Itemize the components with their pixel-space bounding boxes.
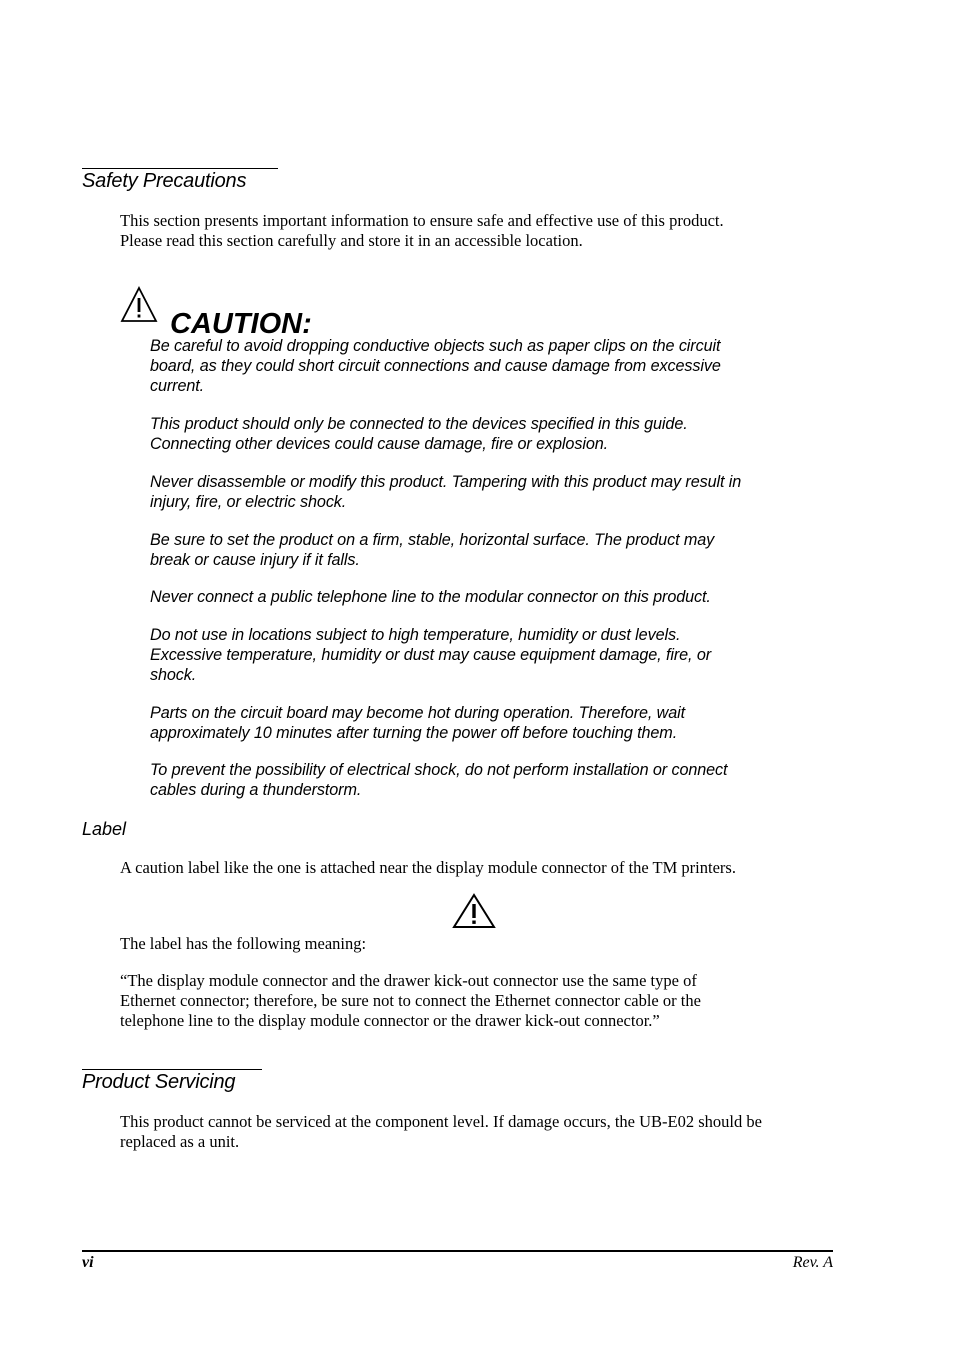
caution-line: current.	[150, 377, 205, 395]
label-meaning-intro: The label has the following meaning:	[120, 934, 367, 953]
safety-intro-line: This section presents important information to ensure safe and effective use of this product.	[120, 211, 724, 230]
page-number: vi	[82, 1254, 94, 1271]
caution-paragraph	[150, 703, 835, 743]
label-meaning-quote	[120, 971, 850, 1031]
caution-line: Connecting other devices could cause damage, fire or explosion.	[150, 435, 609, 453]
warning-triangle-icon	[452, 893, 496, 934]
caution-line: To prevent the possibility of electrical shock, do not perform installation or connect	[150, 761, 728, 779]
section-heading-product-servicing: Product Servicing	[82, 1069, 262, 1094]
caution-title: CAUTION:	[170, 308, 312, 340]
label-description: A caution label like the one is attached near the display module connector of the TM printers.	[120, 858, 736, 877]
caution-paragraph	[150, 336, 835, 396]
caution-line: break or cause injury if it falls.	[150, 551, 360, 569]
subsection-heading-label: Label	[82, 819, 127, 839]
caution-line: cables during a thunderstorm.	[150, 781, 362, 799]
caution-line: Do not use in locations subject to high temperature, humidity or dust levels.	[150, 626, 681, 644]
footer-rule	[82, 1250, 833, 1252]
caution-paragraph	[150, 472, 835, 512]
caution-line: Never disassemble or modify this product. Tampering with this product may result in	[150, 473, 742, 491]
caution-line: approximately 10 minutes after turning the power off before touching them.	[150, 724, 678, 742]
caution-line: Be sure to set the product on a firm, stable, horizontal surface. The product may	[150, 531, 715, 549]
caution-paragraph	[150, 625, 835, 685]
revision-label: Rev. A	[792, 1254, 833, 1271]
caution-paragraph	[150, 530, 835, 570]
caution-line: shock.	[150, 666, 197, 684]
caution-paragraph	[150, 414, 835, 454]
quote-line: “The display module connector and the drawer kick-out connector use the same type of	[120, 971, 697, 990]
caution-title-block	[120, 286, 312, 340]
caution-line: injury, fire, or electric shock.	[150, 493, 347, 511]
safety-intro-line: Please read this section carefully and store it in an accessible location.	[120, 231, 583, 250]
quote-line: telephone line to the display module connector or the drawer kick-out connector.”	[120, 1011, 660, 1030]
caution-line: board, as they could short circuit connections and cause damage from excessive	[150, 357, 721, 375]
caution-line: This product should only be connected to the devices specified in this guide.	[150, 415, 688, 433]
safety-intro	[120, 211, 850, 251]
caution-line: Excessive temperature, humidity or dust may cause equipment damage, fire, or	[150, 646, 712, 664]
servicing-text	[120, 1112, 860, 1152]
servicing-line: This product cannot be serviced at the component level. If damage occurs, the UB-E02 should be	[120, 1112, 762, 1131]
quote-line: Ethernet connector; therefore, be sure not to connect the Ethernet connector cable or the	[120, 991, 701, 1010]
section-heading-safety-precautions: Safety Precautions	[82, 168, 278, 193]
servicing-line: replaced as a unit.	[120, 1132, 240, 1151]
caution-paragraph	[150, 760, 835, 800]
caution-line: Be careful to avoid dropping conductive objects such as paper clips on the circuit	[150, 337, 721, 355]
warning-triangle-icon	[120, 286, 158, 329]
caution-line: Never connect a public telephone line to the modular connector on this product.	[150, 588, 711, 606]
caution-paragraph	[150, 587, 835, 607]
caution-line: Parts on the circuit board may become hot during operation. Therefore, wait	[150, 704, 686, 722]
